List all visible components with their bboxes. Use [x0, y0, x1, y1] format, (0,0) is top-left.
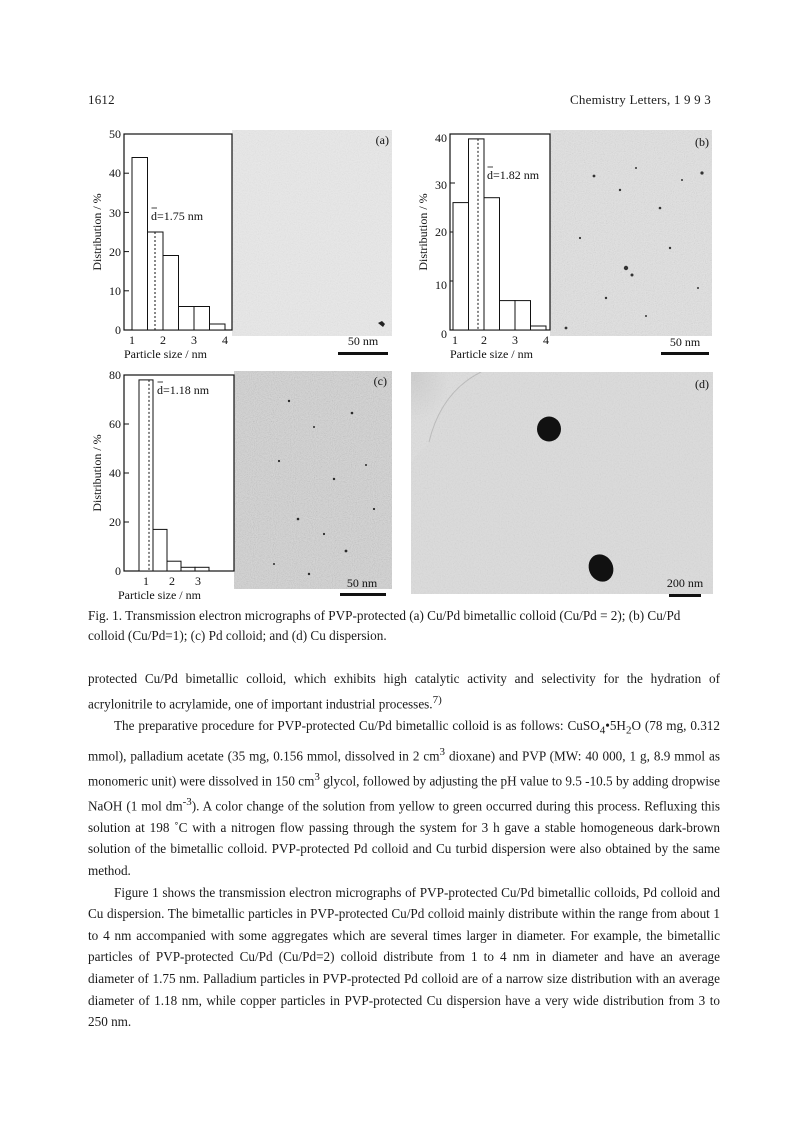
dbar-label-b: d=1.82 nm: [487, 168, 540, 182]
ytick-c-0: 0: [115, 564, 121, 578]
bar-a-4: [179, 307, 195, 331]
bar-c-1: [139, 380, 153, 571]
bar-c-5: [195, 567, 209, 571]
scale-bar-label-c: 50 nm: [346, 576, 378, 590]
ytick-c-4: 80: [109, 369, 121, 382]
panel-label-a: (a): [375, 133, 389, 147]
bar-b-2: [469, 139, 485, 330]
scale-bar-c: [340, 593, 386, 596]
page-number: 1612: [88, 92, 115, 107]
ytick-a-4: 40: [109, 166, 121, 180]
xtick-a-4: 4: [222, 333, 228, 347]
scale-bar-label-d: 200 nm: [666, 576, 704, 590]
bar-a-5: [194, 307, 210, 331]
bar-a-3: [163, 256, 179, 331]
xtick-b-4: 4: [543, 333, 549, 347]
bar-b-5: [515, 301, 531, 330]
xtick-c-1: 1: [143, 574, 149, 588]
ytick-b-2: 20: [435, 225, 447, 239]
ytick-a-1: 10: [109, 284, 121, 298]
ytick-a-3: 30: [109, 206, 121, 220]
figure-panel-a: [84, 128, 394, 360]
xtick-b-2: 2: [481, 333, 487, 347]
scale-bar-a: [338, 352, 388, 355]
xtick-b-3: 3: [512, 333, 518, 347]
ytick-c-2: 40: [109, 466, 121, 480]
xtick-a-3: 3: [191, 333, 197, 347]
figure-panel-b: [410, 128, 714, 360]
ytick-c-1: 20: [109, 515, 121, 529]
ylabel-a: Distribution / %: [90, 193, 104, 271]
figure-panel-d: [411, 372, 713, 600]
bar-a-1: [132, 158, 148, 331]
panel-label-d: (d): [695, 377, 709, 391]
ytick-b-4: 40: [435, 131, 447, 145]
body-text: [88, 668, 720, 1033]
figure-panel-c: [84, 369, 394, 603]
paragraph-1: protected Cu/Pd bimetallic colloid, which exhibits high catalytic activity and selectivity for the hydration of acrylonitrile to acrylamide, one of important industrial processes.$^{7)}$: [88, 671, 720, 711]
paragraph-2: The preparative procedure for PVP-protected Cu/Pd bimetallic colloid is as follows: $CuSO_4•5H_2O$ (78 mg, 0.312 mmol), palladium acetate (35 mg, 0.156 mmol, dissolved in 2 $cm^3$ dioxane) and PVP (MW: 40 000, 1 g, 8.9 mmol as monomeric unit) were dissolved in 150 $cm^3$ glycol, followed by adjusting the pH value to 9.5 -10.5 by adding dropwise NaOH (1 mol $dm^{-3}$). A color change of the solution from yellow to green occurred during this process. Refluxing this solution at 198 ˚C with a nitrogen flow passing through the system for 3 h gave a stable homogeneous dark-brown solution of the bimetallic colloid. PVP-protected Pd colloid and Cu turbid dispersion were also obtained by the same method.: [88, 717, 720, 878]
xtick-c-2: 2: [169, 574, 175, 588]
bar-a-6: [210, 324, 226, 330]
xtick-c-3: 3: [195, 574, 201, 588]
xtick-a-2: 2: [160, 333, 166, 347]
xlabel-c: Particle size / nm: [118, 588, 201, 602]
bar-b-1: [453, 203, 469, 330]
scale-bar-label-a: 50 nm: [347, 334, 379, 348]
xlabel-b: Particle size / nm: [450, 347, 533, 360]
bar-b-6: [531, 326, 547, 330]
xlabel-a: Particle size / nm: [124, 347, 207, 360]
scale-bar-d: [669, 594, 701, 597]
ytick-a-0: 0: [115, 323, 121, 337]
bar-c-3: [167, 561, 181, 571]
bar-c-4: [181, 567, 195, 571]
panel-label-c: (c): [373, 374, 387, 388]
ytick-a-2: 20: [109, 245, 121, 259]
ytick-b-0: 0: [441, 327, 447, 341]
dbar-label-a: d=1.75 nm: [151, 209, 204, 223]
ytick-c-3: 60: [109, 417, 121, 431]
xtick-a-1: 1: [129, 333, 135, 347]
journal-header: Chemistry Letters, 1 9 9 3: [570, 92, 711, 107]
ylabel-b: Distribution / %: [416, 193, 430, 271]
cu-particle-1: [537, 417, 561, 442]
bar-c-2: [153, 529, 167, 571]
ytick-b-1: 10: [435, 278, 447, 292]
panel-label-b: (b): [695, 135, 709, 149]
dbar-label-c: d=1.18 nm: [157, 383, 210, 397]
ytick-b-3: 30: [435, 178, 447, 192]
ytick-a-5: 50: [109, 128, 121, 141]
figure-caption: Fig. 1. Transmission electron micrographs of PVP-protected (a) Cu/Pd bimetallic colloid (Cu/Pd = 2); (b) Cu/Pd colloid (Cu/Pd=1); (c) Pd colloid; and (d) Cu dispersion.: [88, 608, 681, 643]
ylabel-c: Distribution / %: [90, 434, 104, 512]
bar-b-3: [484, 198, 500, 330]
bar-b-4: [500, 301, 516, 330]
scale-bar-b: [661, 352, 709, 355]
xtick-b-1: 1: [452, 333, 458, 347]
scale-bar-label-b: 50 nm: [669, 335, 701, 349]
paragraph-3: Figure 1 shows the transmission electron micrographs of PVP-protected Cu/Pd bimetallic colloids, Pd colloid and Cu dispersion. The bimetallic particles in PVP-protected Cu/Pd colloid mainly distribute within the range from about 1 to 4 nm accompanied with some aggregates which are several times larger in diameter. For example, the bimetallic particles of PVP-protected Cu/Pd (Cu/Pd=2) colloid distribute from 1 to 4 nm in diameter and have an average diameter of 1.75 nm. Palladium particles in PVP-protected Pd colloid are of a narrow size distribution with an average diameter of 1.18 nm, while copper particles in PVP-protected Cu dispersion have a very wide distribution from 3 to 250 nm.: [88, 884, 720, 1030]
